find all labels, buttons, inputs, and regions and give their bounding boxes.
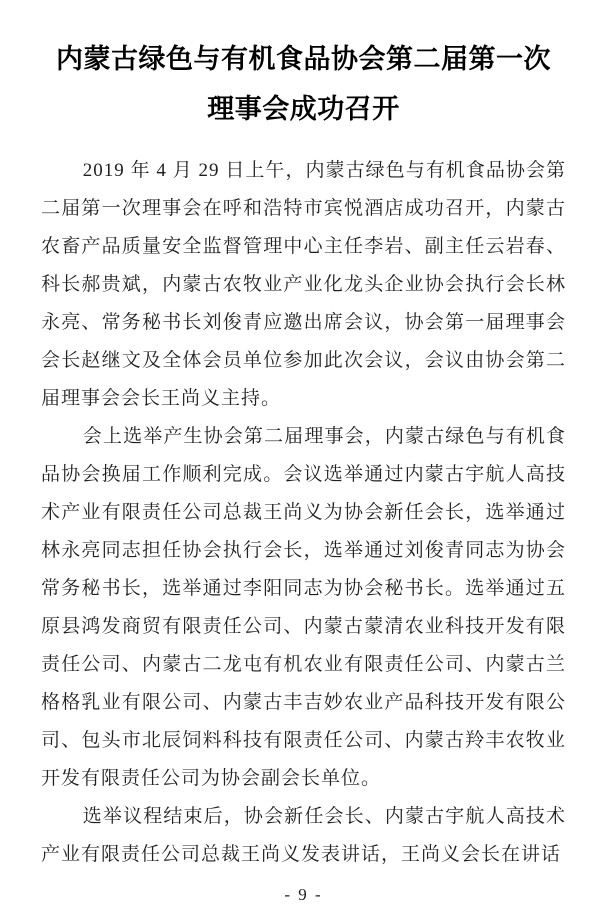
document-title <box>0 18 607 134</box>
paragraph-1: 2019 年 4 月 29 日上午，内蒙古绿色与有机食品协会第二届第一次理事会在呼和浩特市宾悦酒店成功召开，内蒙古农畜产品质量安全监督管理中心主任李岩、副主任云岩春、科长郝贵斌，内蒙古农牧业产业化龙头企业协会执行会长林永亮、常务秘书长刘俊青应邀出席会议，协会第一届理事会会长赵继文及全体会员单位参加此次会议，会议由协会第二届理事会会长王尚义主持。 <box>41 160 566 410</box>
document-title-line-1: 内蒙古绿色与有机食品协会第二届第一次 <box>56 44 551 75</box>
paragraph-3: 选举议程结束后，协会新任会长、内蒙古宇航人高技术产业有限责任公司总裁王尚义发表讲话，王尚义会长在讲话 <box>41 806 566 866</box>
paragraph-2: 会上选举产生协会第二届理事会，内蒙古绿色与有机食品协会换届工作顺利完成。会议选举通过内蒙古宇航人高技术产业有限责任公司总裁王尚义为协会新任会长，选举通过林永亮同志担任协会执行会长，选举通过刘俊青同志为协会常务秘书长，选举通过李阳同志为协会秘书长。选举通过五原县鸿发商贸有限责任公司、内蒙古蒙清农业科技开发有限责任公司、内蒙古二龙屯有机农业有限责任公司、内蒙古兰格格乳业有限公司、内蒙古丰吉妙农业产品科技开发有限公司、包头市北辰饲料科技有限责任公司、内蒙古羚丰农牧业开发有限责任公司为协会副会长单位。 <box>41 426 566 790</box>
document-title-line-2: 理事会成功召开 <box>207 94 400 125</box>
document-body <box>41 152 566 874</box>
page-number: - 9 - <box>284 885 323 904</box>
